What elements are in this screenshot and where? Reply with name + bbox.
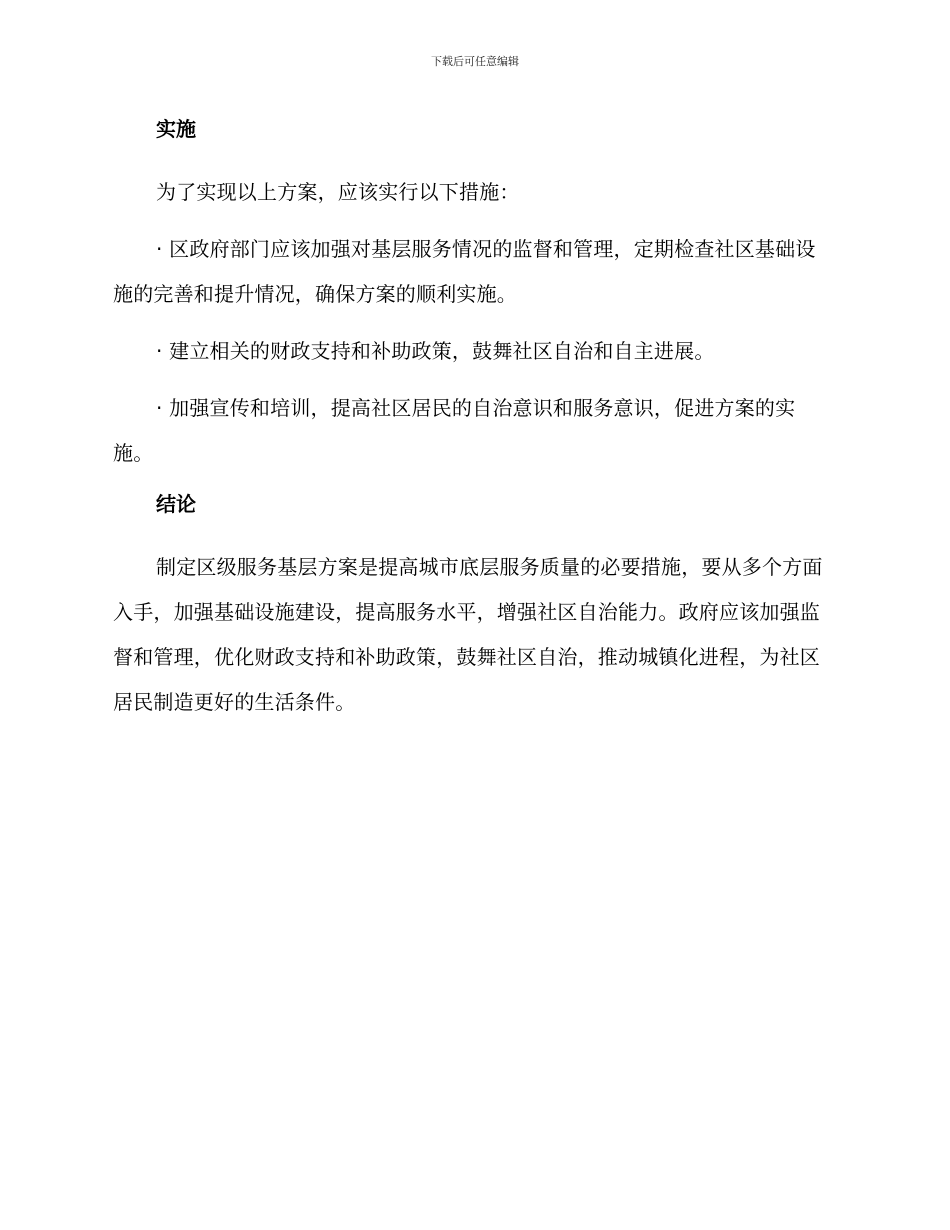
paragraph-conclusion: 制定区级服务基层方案是提高城市底层服务质量的必要措施，要从多个方面入手，加强基础设施建设，提高服务水平，增强社区自治能力。政府应该加强监督和管理，优化财政支持和补助政策，鼓舞社区自治，推动城镇化进程，为社区居民制造更好的生活条件。 (113, 555, 823, 714)
document-body (113, 113, 833, 737)
section-heading-conclusion: 结论 (156, 492, 196, 516)
bullet-item-financial-support: · 建立相关的财政支持和补助政策，鼓舞社区自治和自主进展。 (156, 339, 715, 363)
section-heading-implementation: 实施 (156, 117, 196, 141)
section-conclusion (113, 488, 833, 725)
bullet-item-training: · 加强宣传和培训，提高社区居民的自治意识和服务意识，促进方案的实施。 (113, 396, 796, 465)
section-implementation (113, 113, 833, 476)
bullet-item-supervision: · 区政府部门应该加强对基层服务情况的监督和管理，定期检查社区基础设施的完善和提升情况，确保方案的顺利实施。 (113, 237, 816, 306)
page-header-note: 下载后可任意编辑 (431, 55, 519, 68)
paragraph-intro: 为了实现以上方案，应该实行以下措施： (156, 180, 520, 204)
